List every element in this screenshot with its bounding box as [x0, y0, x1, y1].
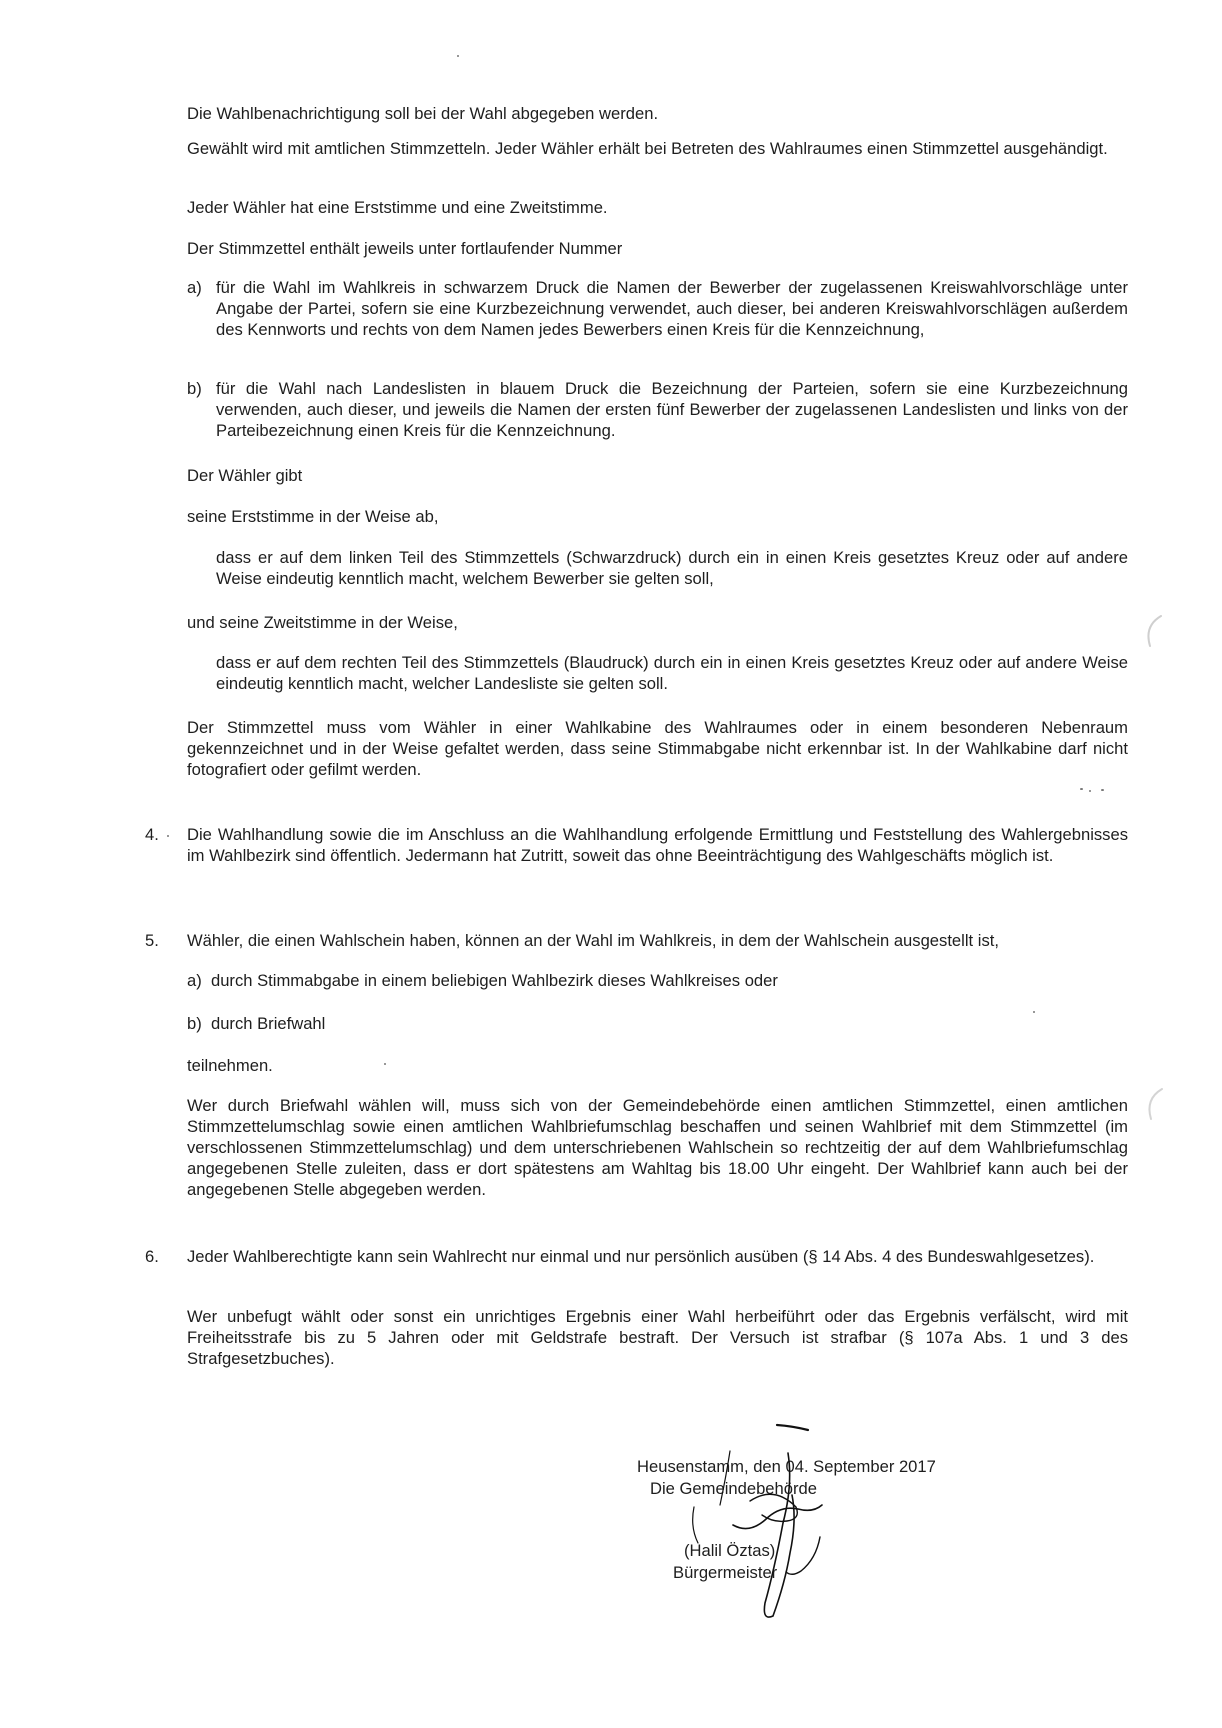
paragraph-wahlbenachrichtigung: Die Wahlbenachrichtigung soll bei der Wahl abgegeben werden.: [187, 104, 659, 123]
signature-name: (Halil Öztas): [684, 1541, 776, 1560]
paragraph-amtliche-stimmzettel: Gewählt wird mit amtlichen Stimmzetteln. Jeder Wähler erhält bei Betreten des Wahlraumes einen Stimmzettel ausgehändigt.: [187, 139, 1108, 158]
signature-title: Bürgermeister: [673, 1563, 778, 1582]
scan-speck: [167, 835, 169, 837]
scan-speck: [384, 1063, 386, 1065]
paragraph-zweitstimme: und seine Zweitstimme in der Weise,: [187, 613, 458, 632]
paragraph-erststimme: seine Erststimme in der Weise ab,: [187, 507, 439, 526]
paragraph-stimmzettel-inhalt: Der Stimmzettel enthält jeweils unter fortlaufender Nummer: [187, 239, 623, 258]
section-6-strafe: Wer unbefugt wählt oder sonst ein unrichtiges Ergebnis einer Wahl herbeiführt oder das Ergebnis verfälscht, wird mit Freiheitsstrafe bis zu 5 Jahren oder mit Geldstrafe bestraft. Der Versuch ist strafbar (§ 107a Abs. 1 und 3 des Strafgesetzbuches).: [187, 1307, 1128, 1368]
section-5-item-b: b) durch Briefwahl: [187, 1014, 326, 1033]
scan-speck: [1101, 789, 1104, 791]
section-5-wahlschein: Wähler, die einen Wahlschein haben, können an der Wahl im Wahlkreis, in dem der Wahlschein ausgestellt ist,: [187, 931, 999, 950]
handwritten-signature: [670, 1425, 830, 1655]
signature-authority: Die Gemeindebehörde: [650, 1479, 817, 1498]
paragraph-waehler-gibt: Der Wähler gibt: [187, 466, 303, 485]
section-4-oeffentlichkeit: Die Wahlhandlung sowie die im Anschluss an die Wahlhandlung erfolgende Ermittlung und Feststellung des Wahlergebnisses im Wahlbezirk sind öffentlich. Jedermann hat Zutritt, soweit das ohne Beeinträchtigung des Wahlgeschäfts möglich ist.: [187, 825, 1128, 865]
scan-arc-artifact: [1140, 1085, 1180, 1125]
scan-speck: [457, 55, 459, 57]
paragraph-erst-zweitstimme: Jeder Wähler hat eine Erststimme und eine Zweitstimme.: [187, 198, 608, 217]
list-marker-b: b): [187, 379, 202, 398]
section-6-wahlrecht: Jeder Wahlberechtigte kann sein Wahlrecht nur einmal und nur persönlich ausüben (§ 14 Abs. 4 des Bundeswahlgesetzes).: [187, 1247, 1095, 1266]
section-5-item-a: a) durch Stimmabgabe in einem beliebigen Wahlbezirk dieses Wahlkreises oder: [187, 971, 778, 990]
paragraph-erststimme-detail: dass er auf dem linken Teil des Stimmzettels (Schwarzdruck) durch ein in einen Kreis gesetztes Kreuz oder auf andere Weise eindeutig kenntlich macht, welchem Bewerber sie gelten soll,: [216, 548, 1128, 588]
list-item-a-wahlkreis: für die Wahl im Wahlkreis in schwarzem Druck die Namen der Bewerber der zugelassenen Kreiswahlvorschläge unter Angabe der Partei, sofern sie eine Kurzbezeichnung verwendet, auch dieser, bei anderen Kreiswahlvorschlägen außerdem des Kennworts und rechts von dem Namen jedes Bewerbers einen Kreis für die Kennzeichnung,: [216, 278, 1128, 339]
section-number-5: 5.: [145, 931, 159, 950]
section-number-4: 4.: [145, 825, 159, 844]
section-5-briefwahl: Wer durch Briefwahl wählen will, muss sich von der Gemeindebehörde einen amtlichen Stimmzettel, einen amtlichen Stimmzettelumschlag sowie einen amtlichen Wahlbriefumschlag beschaffen und seinen Wahlbrief mit dem Stimmzettel (im verschlossenen Stimmzettelumschlag) und dem unterschriebenen Wahlschein so rechtzeitig der auf dem Wahlbriefumschlag angegebenen Stelle zuleiten, dass er dort spätestens am Wahltag bis 18.00 Uhr eingeht. Der Wahlbrief kann auch bei der angegebenen Stelle abgegeben werden.: [187, 1096, 1128, 1199]
list-marker-a: a): [187, 278, 202, 297]
section-5-teilnehmen: teilnehmen.: [187, 1056, 273, 1075]
scan-arc-artifact: [1139, 612, 1179, 652]
paragraph-zweitstimme-detail: dass er auf dem rechten Teil des Stimmzettels (Blaudruck) durch ein in einen Kreis gesetztes Kreuz oder auf andere Weise eindeutig kenntlich macht, welcher Landesliste sie gelten soll.: [216, 653, 1128, 693]
list-item-b-landeslisten: für die Wahl nach Landeslisten in blauem Druck die Bezeichnung der Parteien, sofern sie eine Kurzbezeichnung verwenden, auch dieser, und jeweils die Namen der ersten fünf Bewerber der zugelassenen Landeslisten und links von der Parteibezeichnung einen Kreis für die Kennzeichnung.: [216, 379, 1128, 440]
scan-speck: [1033, 1011, 1035, 1013]
scan-speck: [1089, 790, 1091, 792]
scan-speck: [1080, 788, 1083, 790]
signature-place-date: Heusenstamm, den 04. September 2017: [637, 1457, 936, 1476]
paragraph-wahlkabine: Der Stimmzettel muss vom Wähler in einer Wahlkabine des Wahlraumes oder in einem besonderen Nebenraum gekennzeichnet und in der Weise gefaltet werden, dass seine Stimmabgabe nicht erkennbar ist. In der Wahlkabine darf nicht fotografiert oder gefilmt werden.: [187, 718, 1128, 779]
section-number-6: 6.: [145, 1247, 159, 1266]
